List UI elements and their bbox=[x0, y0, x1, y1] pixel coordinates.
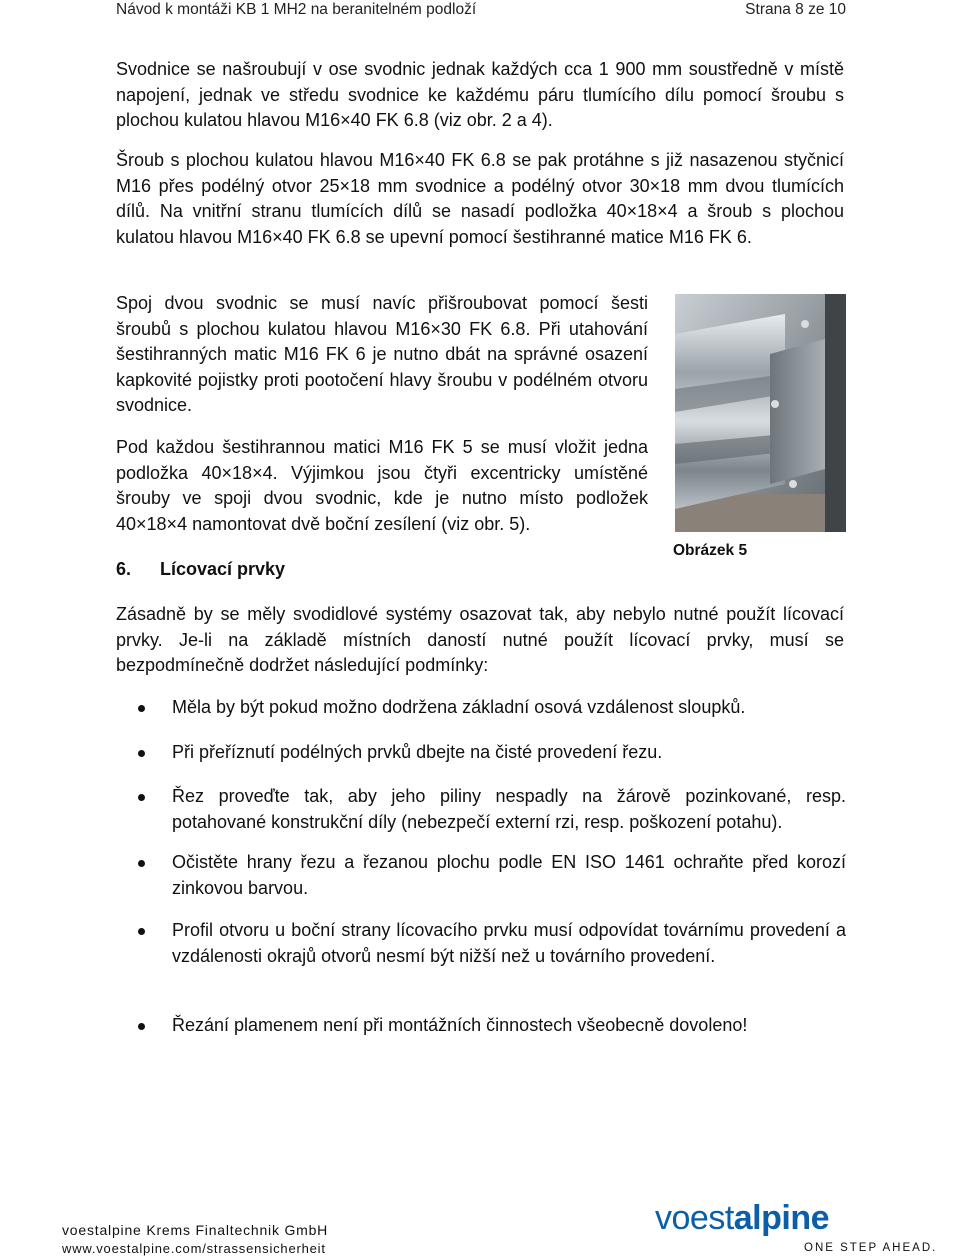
bullet-icon bbox=[138, 928, 145, 935]
figure-caption: Obrázek 5 bbox=[673, 542, 748, 559]
list-item: Při přeříznutí podélných prvků dbejte na čisté provedení řezu. bbox=[116, 740, 846, 766]
paragraph-fitting: Zásadně by se měly svodidlové systémy osazovat tak, aby nebylo nutné použít lícovací prvky. Je-li na základě místních daností nutné použít lícovací prvky, musí se bezpodmínečně dodržet následující podmínky: bbox=[116, 604, 844, 675]
list-item: Měla by být pokud možno dodržena základní osová vzdálenost sloupků. bbox=[116, 695, 846, 721]
voestalpine-logo: voestalpine bbox=[655, 1199, 830, 1237]
list-item: Očistěte hrany řezu a řezanou plochu podle EN ISO 1461 ochraňte před korozí zinkovou barvou. bbox=[116, 850, 846, 901]
list-item: Profil otvoru u boční strany lícovacího prvku musí odpovídat továrnímu provedení a vzdálenosti okrajů otvorů nesmí být nižší než u továrního provedení. bbox=[116, 918, 846, 969]
bullet-icon bbox=[138, 705, 145, 712]
page-number: Strana 8 ze 10 bbox=[745, 1, 846, 18]
footer-url[interactable]: www.voestalpine.com/strassensicherheit bbox=[62, 1241, 326, 1256]
paragraph-washers: Pod každou šestihrannou matici M16 FK 5 se musí vložit jedna podložka 40×18×4. Výjimkou jsou čtyři excentricky umístěné šrouby ve spoji dvou svodnic, kde je nutno místo podložek 40×18×4 namontovat dvě boční zesílení (viz obr. 5). bbox=[116, 437, 648, 534]
paragraph-joint: Spoj dvou svodnic se musí navíc přišroubovat pomocí šesti šroubů s plochou kulatou hlavou M16×30 FK 6.8. Při utahování šestihranných matic M16 FK 6 je nutno dbát na správné osazení kapkovité pojistky proti pootočení hlavy šroubu v podélném otvoru svodnice. bbox=[116, 293, 648, 415]
paragraph-bolt: Šroub s plochou kulatou hlavou M16×40 FK 6.8 se pak protáhne s již nasazenou styčnicí M16 přes podélný otvor 25×18 mm svodnice a podélný otvor 30×18 mm dvou tlumících dílů. Na vnitřní stranu tlumících dílů se nasadí podložka 40×18×4 a šroub s plochou kulatou hlavou M16×40 FK 6.8 se upevní pomocí šestihranné matice M16 FK 6. bbox=[116, 150, 844, 247]
list-item: Řezání plamenem není při montážních činnostech všeobecně dovoleno! bbox=[116, 1013, 846, 1039]
section-title: Lícovací prvky bbox=[160, 559, 286, 579]
list-item: Řez proveďte tak, aby jeho piliny nespadly na žárově pozinkované, resp. potahované konstrukční díly (nebezpečí externí rzi, resp. poškození potahu). bbox=[116, 784, 846, 835]
section-number: 6. bbox=[116, 559, 132, 579]
bullet-icon bbox=[138, 750, 145, 757]
bullet-icon bbox=[138, 794, 145, 801]
bullet-icon bbox=[138, 860, 145, 867]
footer-company: voestalpine Krems Finaltechnik GmbH bbox=[62, 1222, 329, 1238]
document-title: Návod k montáži KB 1 MH2 na beranitelném podloží bbox=[116, 1, 477, 18]
bullet-icon bbox=[138, 1023, 145, 1030]
tagline: ONE STEP AHEAD. bbox=[804, 1242, 938, 1254]
section-heading bbox=[116, 557, 285, 581]
paragraph-mounting: Svodnice se našroubují v ose svodnic jednak každých cca 1 900 mm soustředně v místě napojení, jednak ve středu svodnice ke každému páru tlumícího dílu pomocí šroubu s plochou kulatou hlavou M16×40 FK 6.8 (viz obr. 2 a 4). bbox=[116, 59, 844, 130]
guardrail-photo bbox=[675, 294, 846, 532]
